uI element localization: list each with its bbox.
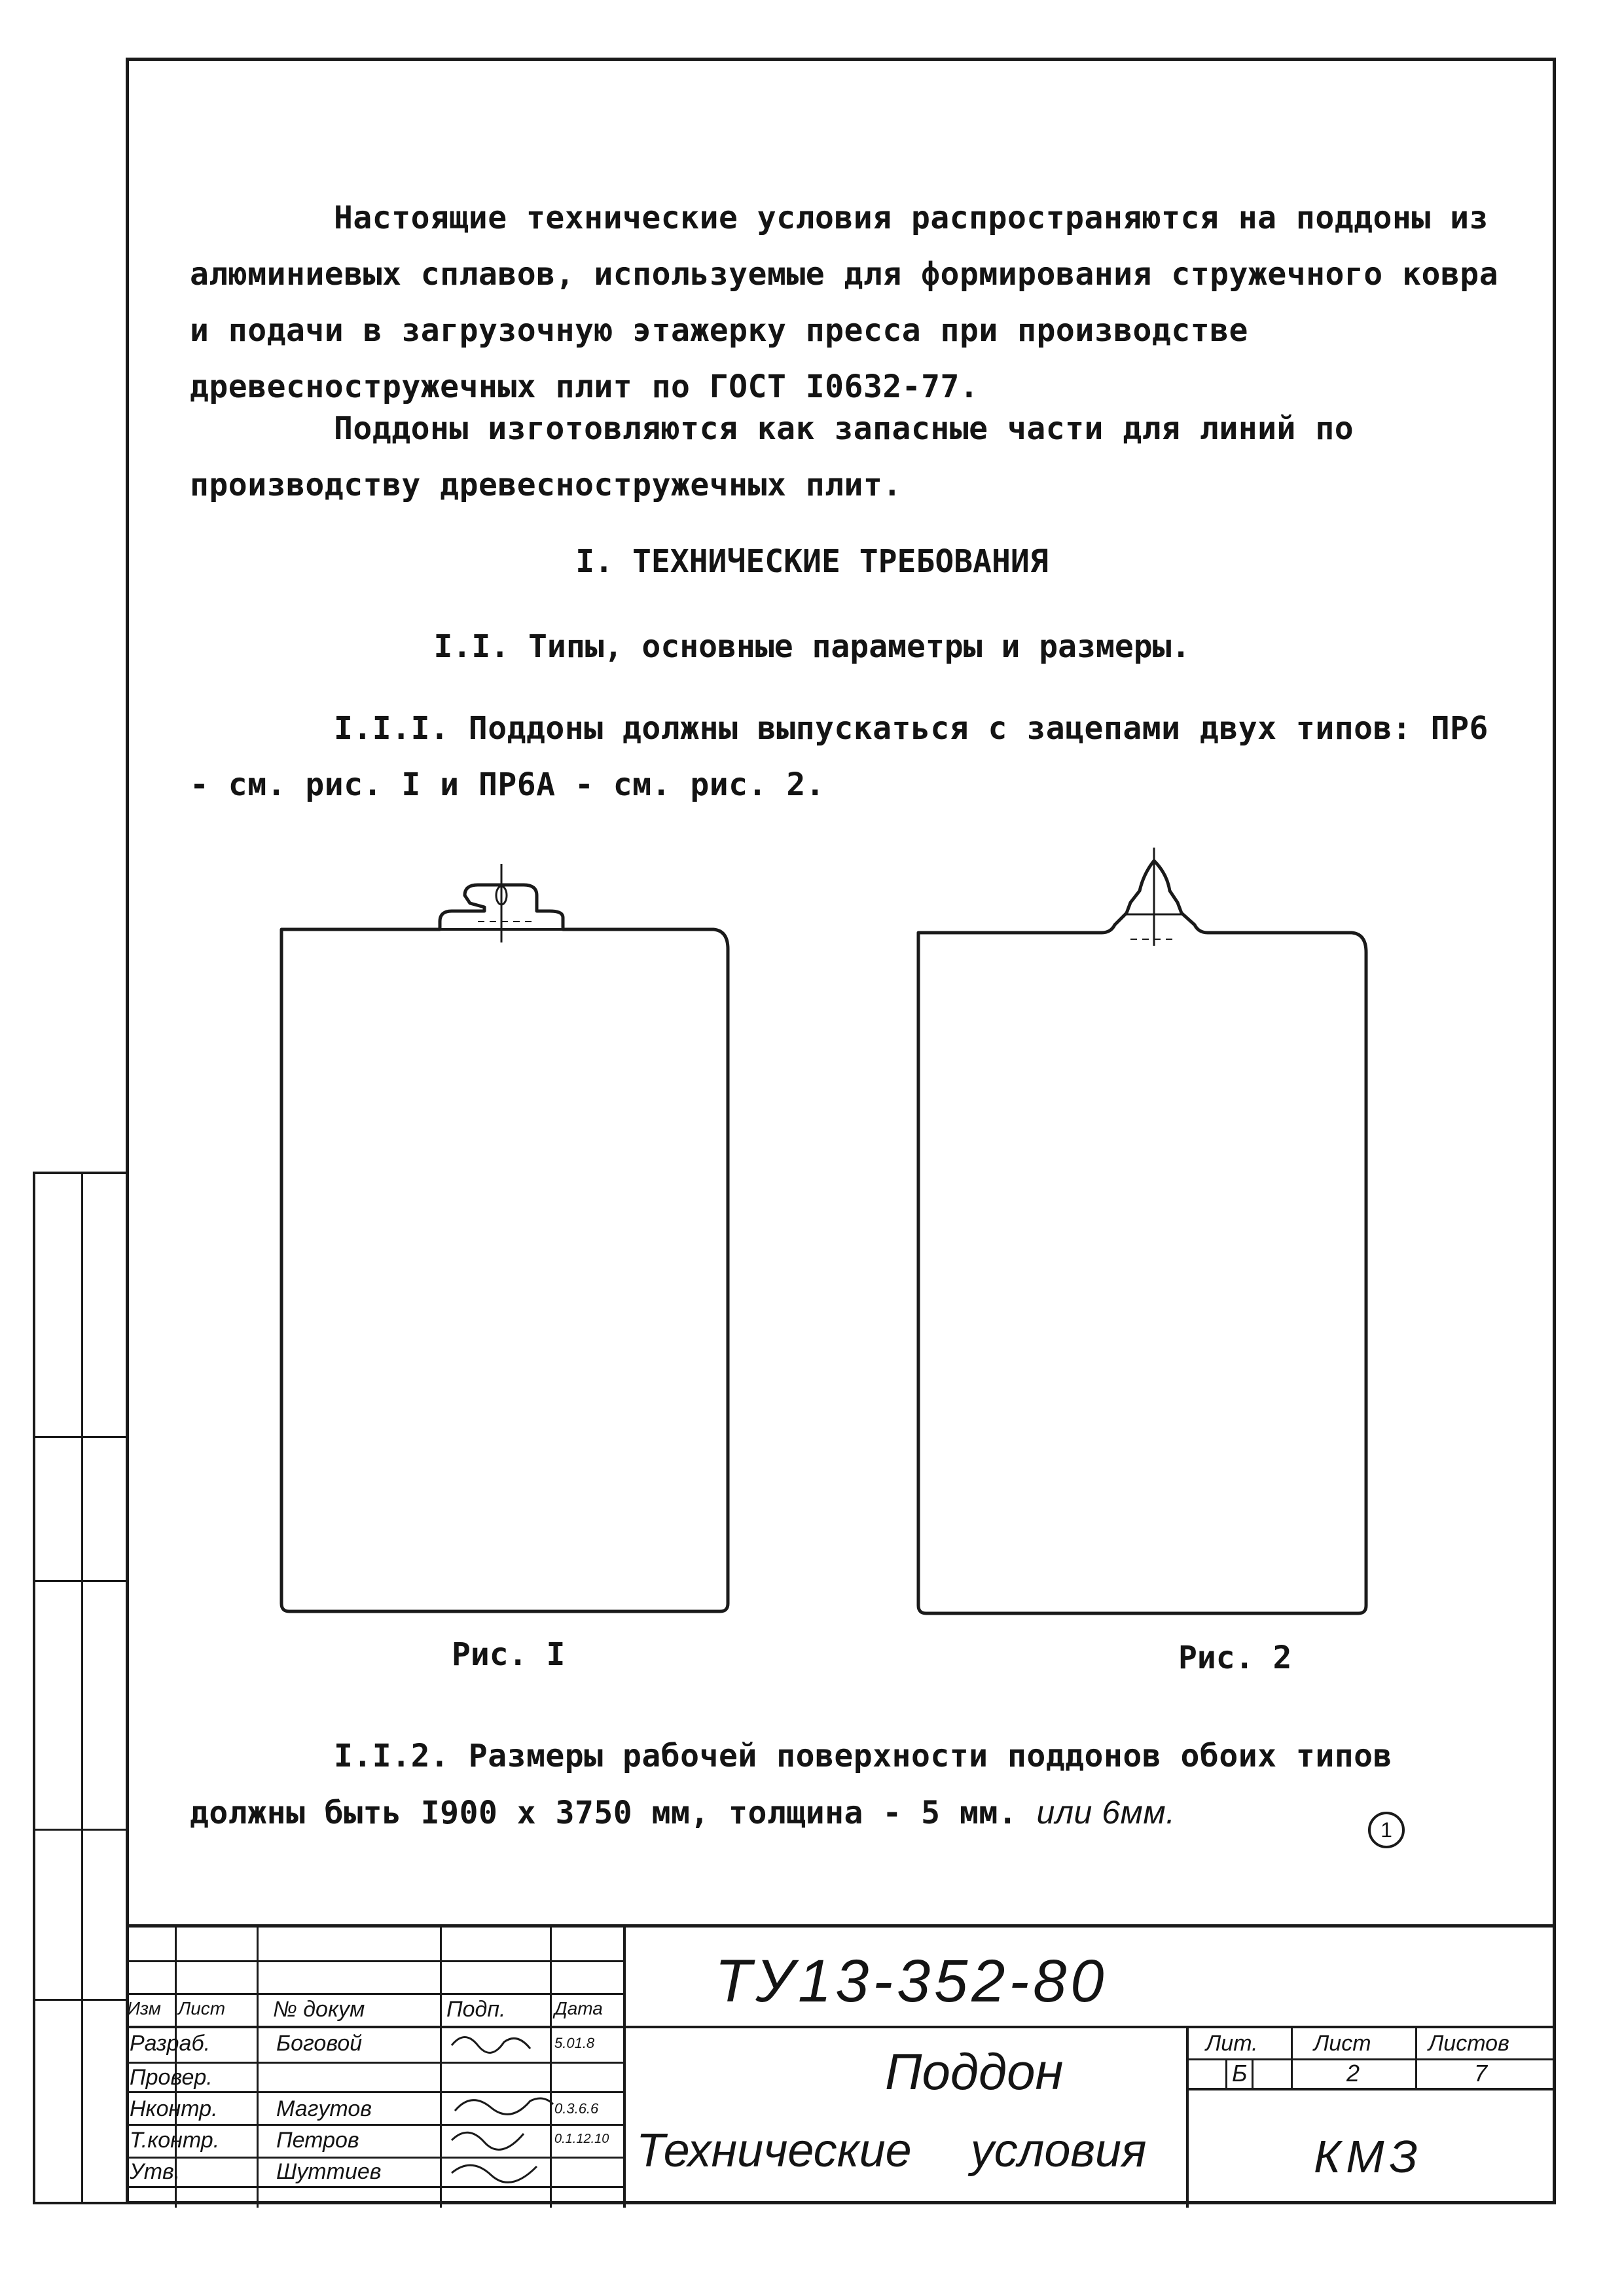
name-approver: Шуттиев xyxy=(276,2159,382,2184)
figure-2-caption: Рис. 2 xyxy=(1178,1640,1292,1676)
binding-strip xyxy=(33,1172,126,2204)
figure-2-pallet-pr6a xyxy=(900,841,1398,1620)
header-signature: Подп. xyxy=(446,1997,506,2022)
name-norm-control: Магутов xyxy=(276,2096,372,2121)
name-developer: Боговой xyxy=(276,2031,363,2056)
header-list: Лист xyxy=(178,1998,226,2018)
sheets-value: 7 xyxy=(1474,2060,1488,2087)
intro-paragraph: Настоящие технические условия распространяются на поддоны из алюминиевых сплавов, используемые для формирования стружечного ковра и подачи в загрузочную этажерку пресса при производстве древесностружечных плит по ГОСТ I0632-77. xyxy=(190,200,1499,405)
spare-parts-paragraph: Поддоны изготовляются как запасные части для линий по производству древесностружечных плит. xyxy=(190,410,1354,503)
product-name: Поддон xyxy=(885,2043,1064,2100)
binding-strip-divider xyxy=(81,1174,83,2202)
change-number-mark: 1 xyxy=(1368,1812,1405,1848)
sheet-value: 2 xyxy=(1346,2060,1360,2087)
role-checker: Провер. xyxy=(130,2065,213,2090)
date-tech-control: 0.1.12.10 xyxy=(554,2132,609,2146)
role-tech-control: Т.контр. xyxy=(130,2128,220,2153)
role-approver: Утв. xyxy=(130,2159,181,2184)
binding-strip-row xyxy=(35,1580,126,1582)
lit-label: Лит. xyxy=(1206,2031,1258,2056)
date-developer: 5.01.8 xyxy=(554,2035,595,2051)
section-heading: I. ТЕХНИЧЕСКИЕ ТРЕБОВАНИЯ xyxy=(575,543,1049,580)
role-developer: Разраб. xyxy=(130,2031,211,2056)
role-norm-control: Нконтр. xyxy=(130,2096,218,2121)
header-izm: Изм xyxy=(127,1998,161,2018)
document-type: Технические условия xyxy=(636,2125,1147,2177)
sheet-label: Лист xyxy=(1314,2031,1371,2056)
header-doc-number: № докум xyxy=(273,1997,365,2022)
figure-1-caption: Рис. I xyxy=(452,1636,566,1673)
organization: КМЗ xyxy=(1314,2131,1423,2182)
name-tech-control: Петров xyxy=(276,2128,359,2153)
binding-strip-row xyxy=(35,1436,126,1438)
lit-value: Б xyxy=(1232,2060,1248,2087)
types-paragraph: I.I.I. Поддоны должны выпускаться с зацепами двух типов: ПР6 - см. рис. I и ПР6А - см. рис. 2. xyxy=(190,710,1489,803)
date-norm-control: 0.3.6.6 xyxy=(554,2100,599,2117)
title-block xyxy=(126,1924,1556,2204)
dimensions-paragraph: I.I.2. Размеры рабочей поверхности поддонов обоих типов должны быть I900 x 3750 мм, толщина - 5 мм. или 6мм. xyxy=(190,1738,1392,1831)
subsection-heading: I.I. Типы, основные параметры и размеры. xyxy=(433,628,1191,665)
header-date: Дата xyxy=(554,1998,603,2018)
sheets-label: Листов xyxy=(1428,2031,1509,2056)
signatures xyxy=(445,2026,556,2189)
binding-strip-row xyxy=(35,1999,126,2001)
binding-strip-row xyxy=(35,1829,126,1831)
handwritten-correction: или 6мм. xyxy=(1036,1794,1176,1831)
document-code: ТУ13-352-80 xyxy=(715,1948,1108,2015)
figure-1-pallet-pr6 xyxy=(262,844,759,1617)
